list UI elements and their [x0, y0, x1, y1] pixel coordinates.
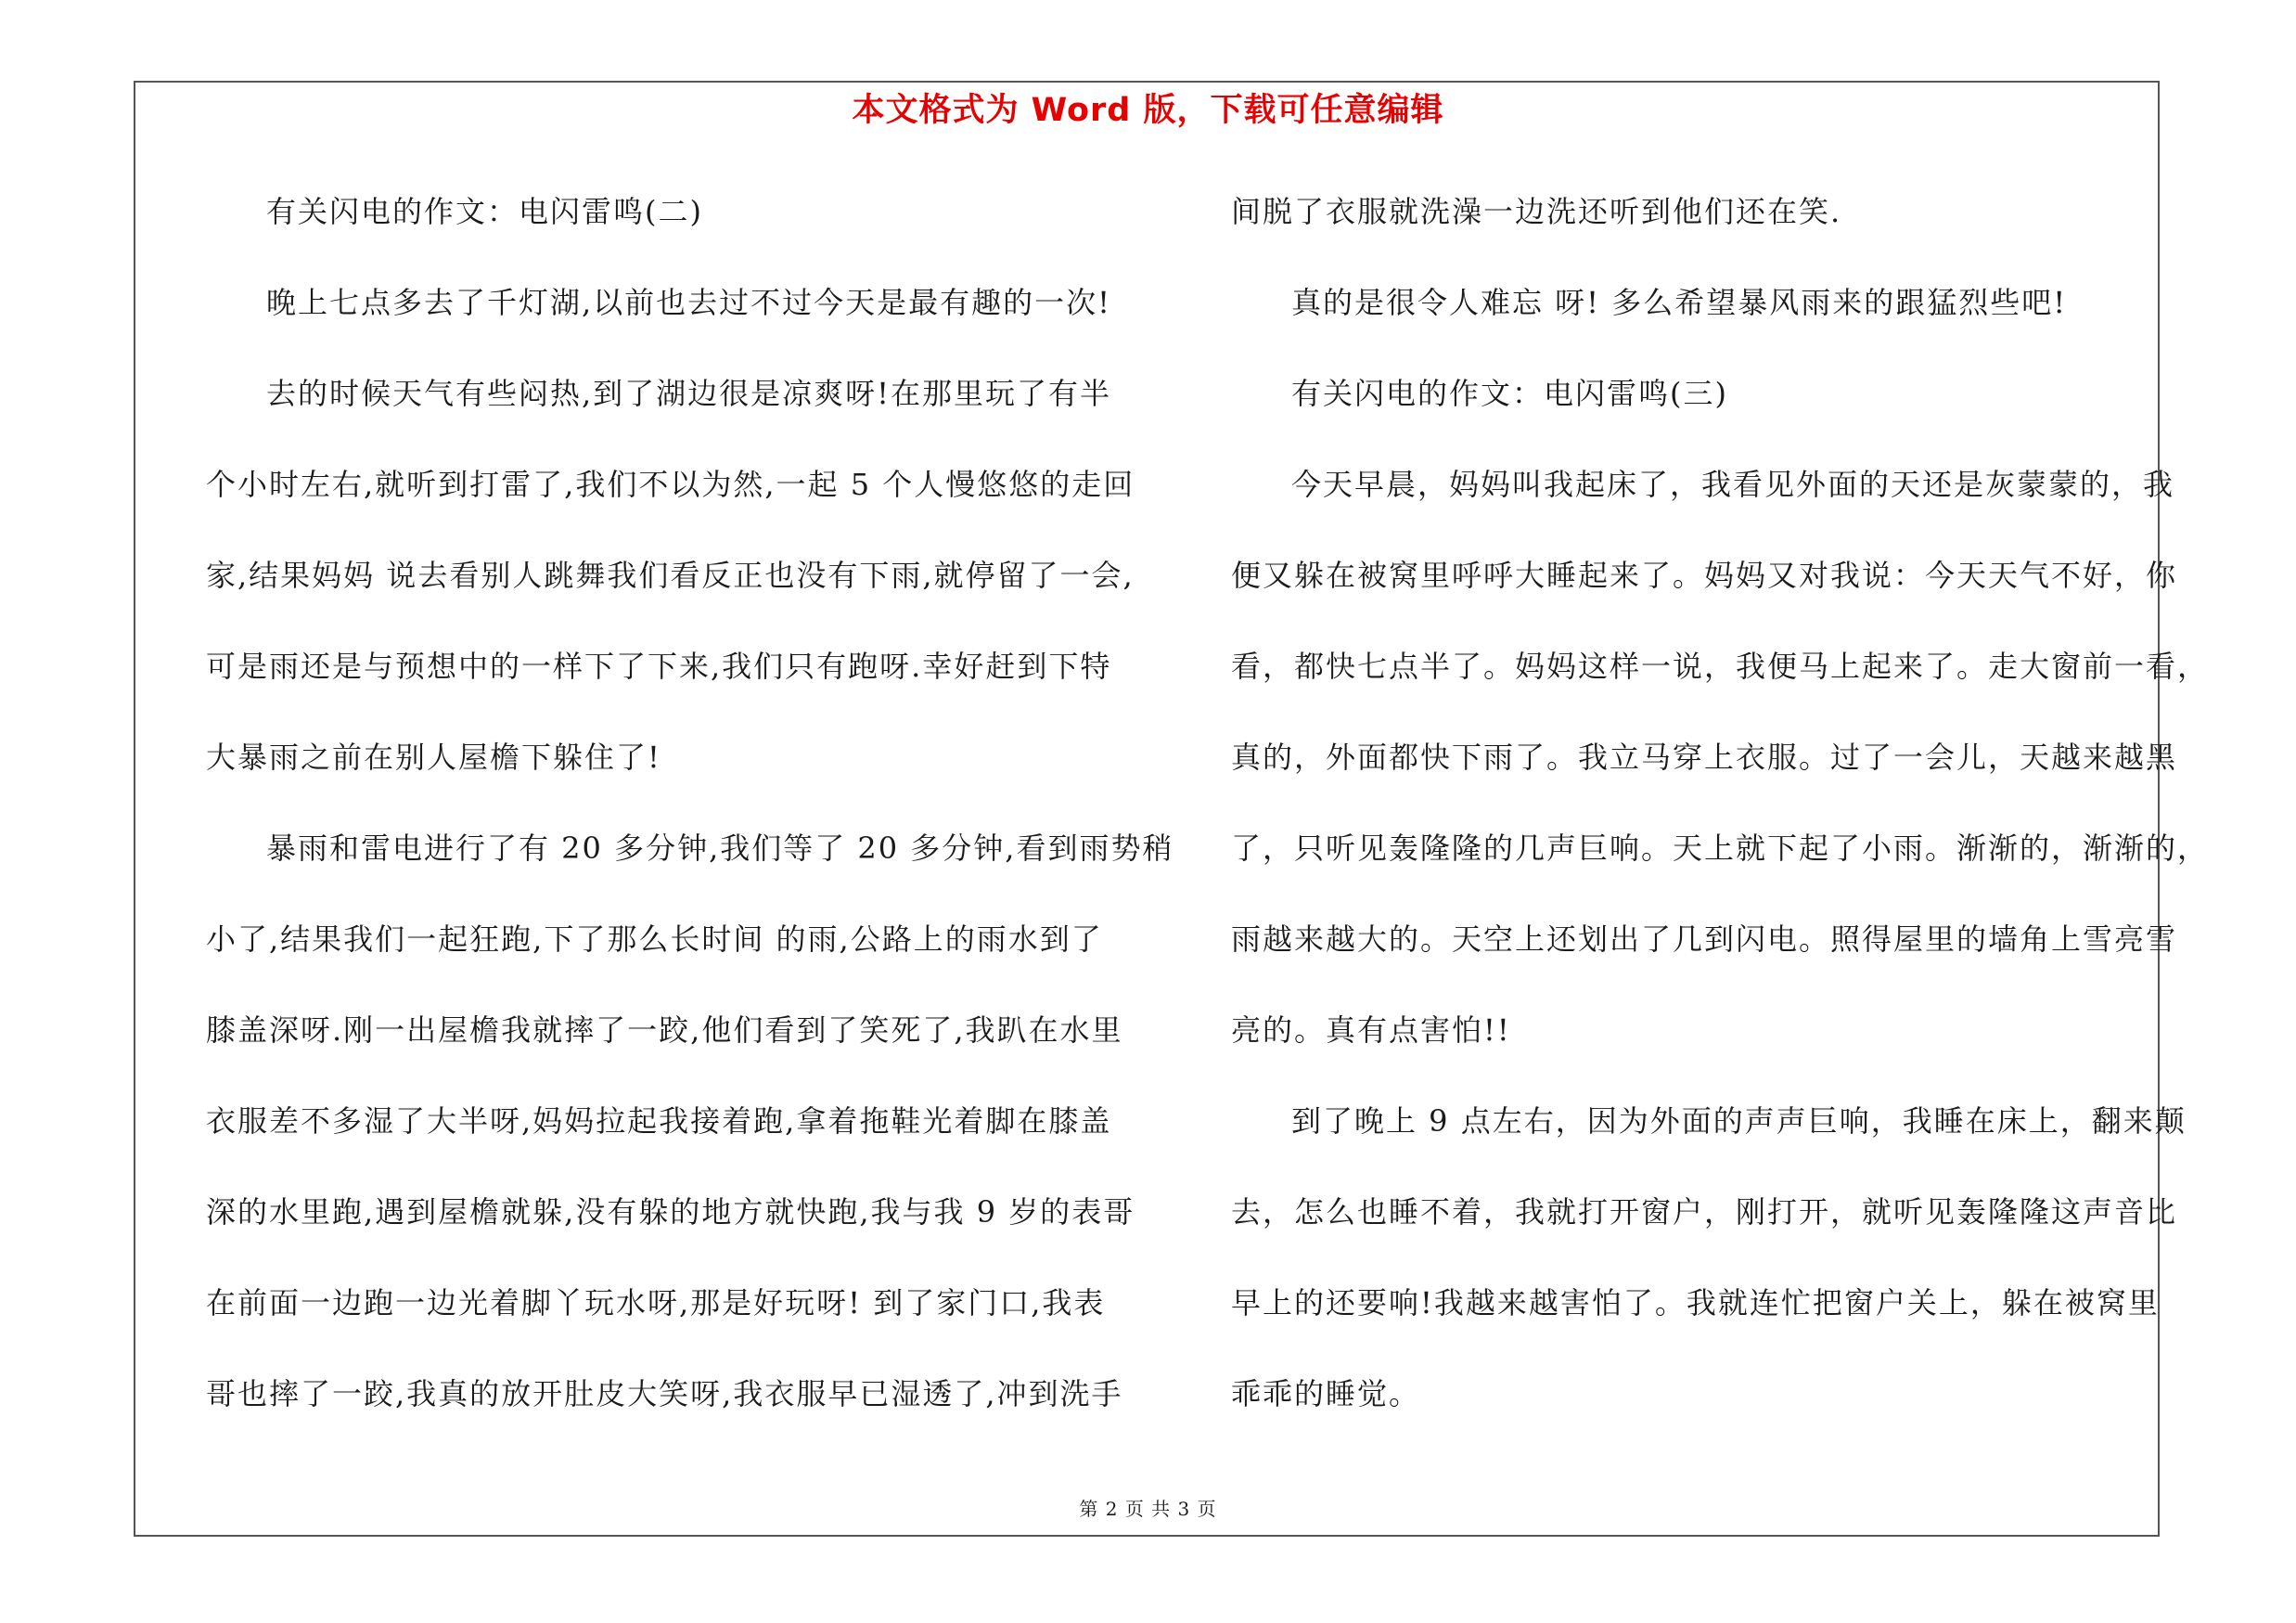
right-column	[1231, 184, 2210, 1457]
essay-title-2: 有关闪电的作文：电闪雷鸣(二)	[266, 194, 703, 229]
paragraph-line: 哥也摔了一跤,我真的放开肚皮大笑呀,我衣服早已湿透了,冲到洗手	[206, 1376, 1123, 1411]
paragraph-line: 真的是很令人难忘 呀! 多么希望暴风雨来的跟猛烈些吧!	[1291, 285, 2068, 320]
paragraph-line: 间脱了衣服就洗澡一边洗还听到他们还在笑.	[1231, 194, 1842, 229]
paragraph-line: 晚上七点多去了千灯湖,以前也去过不过今天是最有趣的一次!	[266, 285, 1112, 320]
paragraph-line: 去，怎么也睡不着，我就打开窗户，刚打开，就听见轰隆隆这声音比	[1231, 1194, 2178, 1230]
paragraph-line: 看，都快七点半了。妈妈这样一说，我便马上起来了。走大窗前一看，	[1231, 649, 2210, 684]
paragraph-line: 深的水里跑,遇到屋檐就躲,没有躲的地方就快跑,我与我 9 岁的表哥	[206, 1194, 1135, 1230]
paragraph-line: 大暴雨之前在别人屋檐下躲住了!	[206, 740, 661, 775]
paragraph-line: 暴雨和雷电进行了有 20 多分钟,我们等了 20 多分钟,看到雨势稍	[266, 831, 1174, 866]
paragraph-line: 了，只听见轰隆隆的几声巨响。天上就下起了小雨。渐渐的，渐渐的，	[1231, 831, 2210, 866]
paragraph-line: 在前面一边跑一边光着脚丫玩水呀,那是好玩呀! 到了家门口,我表	[206, 1285, 1106, 1320]
paragraph-line: 衣服差不多湿了大半呀,妈妈拉起我接着跑,拿着拖鞋光着脚在膝盖	[206, 1103, 1112, 1139]
paragraph-line: 乖乖的睡觉。	[1231, 1376, 1421, 1411]
paragraph-line: 小了,结果我们一起狂跑,下了那么长时间 的雨,公路上的雨水到了	[206, 921, 1103, 957]
essay-title-3: 有关闪电的作文：电闪雷鸣(三)	[1291, 376, 1728, 411]
paragraph-line: 早上的还要响!我越来越害怕了。我就连忙把窗户关上，躲在被窝里	[1231, 1285, 2160, 1320]
editable-banner: 本文格式为 Word 版，下载可任意编辑	[852, 92, 1444, 129]
paragraph-line: 雨越来越大的。天空上还划出了几到闪电。照得屋里的墙角上雪亮雪	[1231, 921, 2178, 957]
left-column	[206, 184, 1174, 1457]
paragraph-line: 亮的。真有点害怕!!	[1231, 1012, 1511, 1048]
paragraph-line: 便又躲在被窝里呼呼大睡起来了。妈妈又对我说：今天天气不好，你	[1231, 558, 2178, 593]
paragraph-line: 个小时左右,就听到打雷了,我们不以为然,一起 5 个人慢悠悠的走回	[206, 467, 1135, 502]
paragraph-line: 真的，外面都快下雨了。我立马穿上衣服。过了一会儿，天越来越黑	[1231, 740, 2178, 775]
page-number: 第 2 页 共 3 页	[1079, 1498, 1217, 1520]
paragraph-line: 膝盖深呀.刚一出屋檐我就摔了一跤,他们看到了笑死了,我趴在水里	[206, 1012, 1123, 1048]
paragraph-line: 去的时候天气有些闷热,到了湖边很是凉爽呀!在那里玩了有半	[266, 376, 1112, 411]
paragraph-line: 到了晚上 9 点左右，因为外面的声声巨响，我睡在床上，翻来颠	[1291, 1103, 2187, 1139]
paragraph-line: 可是雨还是与预想中的一样下了下来,我们只有跑呀.幸好赶到下特	[206, 649, 1112, 684]
paragraph-line: 家,结果妈妈 说去看别人跳舞我们看反正也没有下雨,就停留了一会,	[206, 558, 1135, 593]
paragraph-line: 今天早晨，妈妈叫我起床了，我看见外面的天还是灰蒙蒙的，我	[1291, 467, 2175, 502]
